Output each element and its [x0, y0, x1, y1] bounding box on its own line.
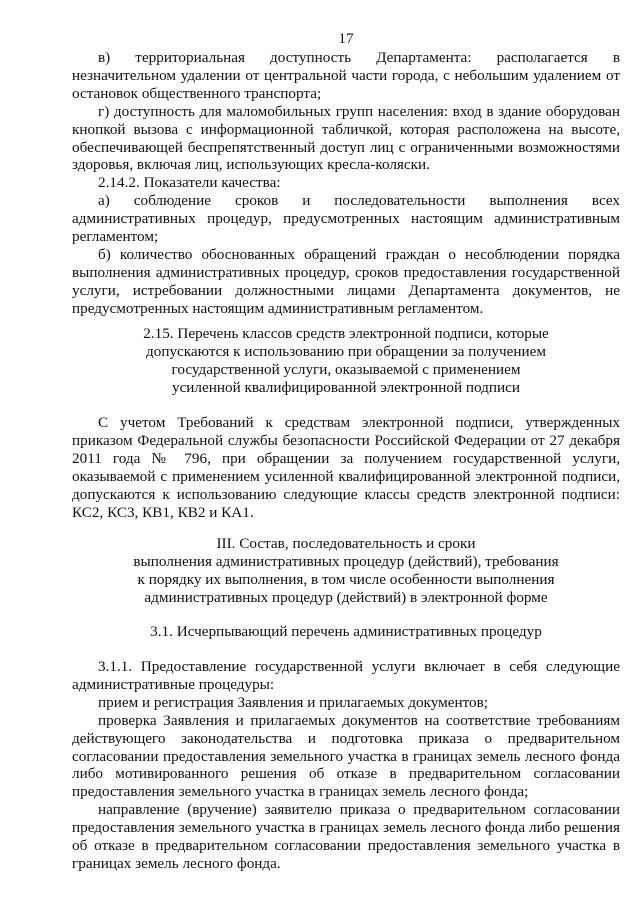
procedure-item: проверка Заявления и прилагаемых документов на соответствие требованиям действующего законодательства и подготовка приказа о предварительном согласовании предоставления земельного участка в границах земель лесного фонда либо мотивированного решения об отказе в предварительном согласовании предоставления земельного участка в границах земель лесного фонда;	[72, 711, 620, 801]
heading-III-line: административных процедур (действий) в электронной форме	[144, 588, 548, 606]
heading-2-15-line: государственной услуги, оказываемой с применением	[171, 360, 521, 378]
procedure-item: прием и регистрация Заявления и прилагаемых документов;	[98, 693, 489, 711]
section-2-14-1-tail	[72, 49, 620, 318]
heading-2-15-line: 2.15. Перечень классов средств электронной подписи, которые	[143, 325, 549, 342]
item-2-14-1-g: г) доступность для маломобильных групп населения: вход в здание оборудован кнопкой вызова с информационной табличкой, которая расположена на высоте, обеспечивающей беспрепятственный доступ лиц с ограниченными возможностями здоровья, включая лиц, использующих кресла-коляски.	[72, 102, 620, 174]
heading-III-line: выполнения административных процедур (действий), требования	[133, 552, 559, 570]
para-3-1-1: 3.1.1. Предоставление государственной услуги включает в себя следующие административные процедуры:	[72, 658, 620, 693]
heading-2-15	[72, 325, 620, 397]
page-number: 17	[338, 30, 354, 47]
procedure-item: направление (вручение) заявителю приказа о предварительном согласовании предоставления земельного участка в границах земель лесного фонда либо решения об отказе в предварительном согласовании предоставления земельного участка в границах земель лесного фонда.	[72, 801, 620, 872]
document-page	[72, 0, 620, 905]
para-2-15: С учетом Требований к средствам электронной подписи, утвержденных приказом Федеральной службы безопасности Российской Федерации от 27 декабря 2011 года № 796, при обращении за получением государственной услуги, оказываемой с применением усиленной квалифицированной электронной подписи, допускаются к использованию следующие классы средств электронной подписи: КС2, КС3, КВ1, КВ2 и КА1.	[72, 414, 620, 521]
item-2-14-2-heading: 2.14.2. Показатели качества:	[98, 174, 281, 192]
heading-3-1: 3.1. Исчерпывающий перечень административных процедур	[150, 623, 542, 640]
heading-III-line: к порядку их выполнения, в том числе особенности выполнения	[137, 570, 555, 588]
item-2-14-1-v: в) территориальная доступность Департамента: располагается в незначительном удалении от центральной части города, с небольшим удалением от остановок общественного транспорта;	[72, 49, 620, 102]
section-2-15-body	[72, 414, 620, 521]
heading-2-15-line: усиленной квалифицированной электронной подписи	[171, 378, 521, 396]
item-2-14-2-b: б) количество обоснованных обращений граждан о несоблюдении порядка выполнения административных процедур, сроков предоставления государственной услуги, истребовании должностными лицами Департамента документов, не предусмотренных настоящим административным регламентом.	[72, 245, 620, 317]
section-3-1-1	[72, 658, 620, 873]
item-2-14-2-a: а) соблюдение сроков и последовательности выполнения всех административных процедур, предусмотренных настоящим административным регламентом;	[72, 192, 620, 246]
heading-section-III	[72, 535, 620, 607]
heading-2-15-line: допускаются к использованию при обращении за получением	[146, 342, 546, 360]
heading-III-line: III. Состав, последовательность и сроки	[216, 535, 476, 552]
